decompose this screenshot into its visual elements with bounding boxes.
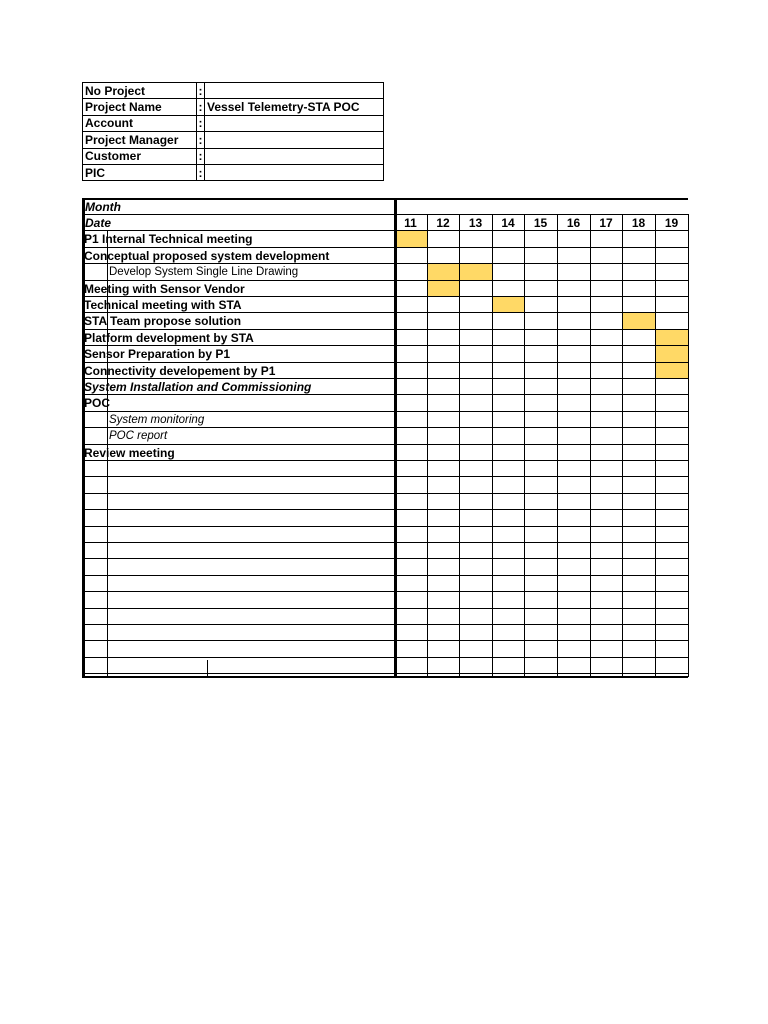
grid-line [82, 526, 688, 527]
grid-line [427, 214, 428, 677]
grid-line [82, 624, 688, 625]
grid-line [688, 214, 689, 677]
active-cell[interactable] [460, 264, 492, 279]
info-separator[interactable]: : [198, 149, 203, 164]
project-info-row [83, 83, 384, 99]
active-cell[interactable] [395, 231, 427, 246]
active-cell[interactable] [656, 363, 688, 378]
info-label[interactable]: Project Name [83, 99, 197, 115]
info-separator[interactable]: : [198, 165, 203, 180]
date-header-17: 17 [599, 216, 613, 230]
info-value[interactable] [205, 115, 384, 131]
project-info-row [83, 99, 384, 115]
active-cell[interactable] [428, 264, 459, 279]
info-separator[interactable]: : [198, 116, 203, 131]
grid-line [459, 214, 460, 677]
info-value[interactable]: Vessel Telemetry-STA POC [205, 99, 384, 115]
grid-line [82, 198, 688, 200]
grid-line [524, 214, 525, 677]
date-header-18: 18 [631, 216, 646, 230]
grid-line [82, 542, 688, 543]
info-label[interactable]: PIC [83, 164, 197, 180]
date-header-11: 11 [404, 216, 417, 230]
grid-line [82, 657, 688, 658]
grid-line [622, 214, 623, 677]
date-header-16: 16 [566, 216, 581, 230]
task-label: Technical meeting with STA [84, 298, 242, 312]
grid-line [590, 214, 591, 677]
info-separator[interactable]: : [198, 83, 203, 98]
date-header-12: 12 [436, 216, 450, 230]
active-cell[interactable] [493, 297, 524, 312]
date-header-13: 13 [468, 216, 483, 230]
date-header-15: 15 [533, 216, 548, 230]
task-label: POC [84, 396, 111, 411]
info-value[interactable] [205, 164, 384, 180]
info-label[interactable]: Account [83, 115, 197, 131]
grid-line [82, 198, 85, 677]
project-info-row [83, 164, 384, 180]
grid-line [82, 640, 688, 641]
info-label[interactable]: Customer [83, 148, 197, 164]
active-cell[interactable] [428, 281, 459, 296]
date-header-14: 14 [501, 216, 515, 230]
info-value[interactable] [205, 148, 384, 164]
project-info-table [82, 82, 384, 181]
info-label[interactable]: Project Manager [83, 132, 197, 148]
task-label: System Installation and Commissioning [84, 380, 312, 394]
grid-line [492, 214, 493, 677]
task-label: Develop System Single Line Drawing [109, 266, 299, 279]
info-separator[interactable]: : [198, 132, 203, 147]
grid-line [82, 493, 688, 494]
month-label: Month [85, 200, 121, 214]
task-label: Conceptual proposed system development [84, 248, 330, 263]
grid-line [82, 673, 688, 674]
task-label: Connectivity developement by P1 [84, 363, 276, 378]
info-separator[interactable]: : [198, 100, 203, 115]
task-label: STA Team propose solution [84, 314, 242, 329]
grid-line [82, 591, 688, 592]
grid-line [82, 608, 688, 609]
active-cell[interactable] [623, 313, 655, 328]
grid-line [655, 214, 656, 677]
project-info-row [83, 148, 384, 164]
task-label: Review meeting [84, 445, 175, 460]
grid-line [557, 214, 558, 677]
task-label: Platform development by STA [84, 330, 254, 345]
info-value[interactable] [205, 83, 384, 99]
grid-line [394, 198, 397, 677]
grid-line [82, 509, 688, 510]
project-info-row [83, 115, 384, 131]
grid-line [82, 558, 688, 559]
info-label[interactable]: No Project [83, 83, 197, 99]
project-info-row [83, 132, 384, 148]
active-cell[interactable] [656, 346, 688, 361]
grid-line [82, 575, 688, 576]
date-header-19: 19 [664, 216, 679, 230]
task-label: System monitoring [109, 413, 205, 426]
grid-line [82, 676, 688, 678]
info-value[interactable] [205, 132, 384, 148]
grid-line [207, 660, 208, 677]
date-label: Date [85, 216, 112, 230]
task-label: POC report [109, 430, 168, 443]
task-label: Meeting with Sensor Vendor [84, 281, 245, 296]
task-label: Sensor Preparation by P1 [84, 347, 231, 362]
grid-line [82, 476, 688, 477]
active-cell[interactable] [656, 330, 688, 345]
task-label: P1 Internal Technical meeting [84, 232, 253, 247]
